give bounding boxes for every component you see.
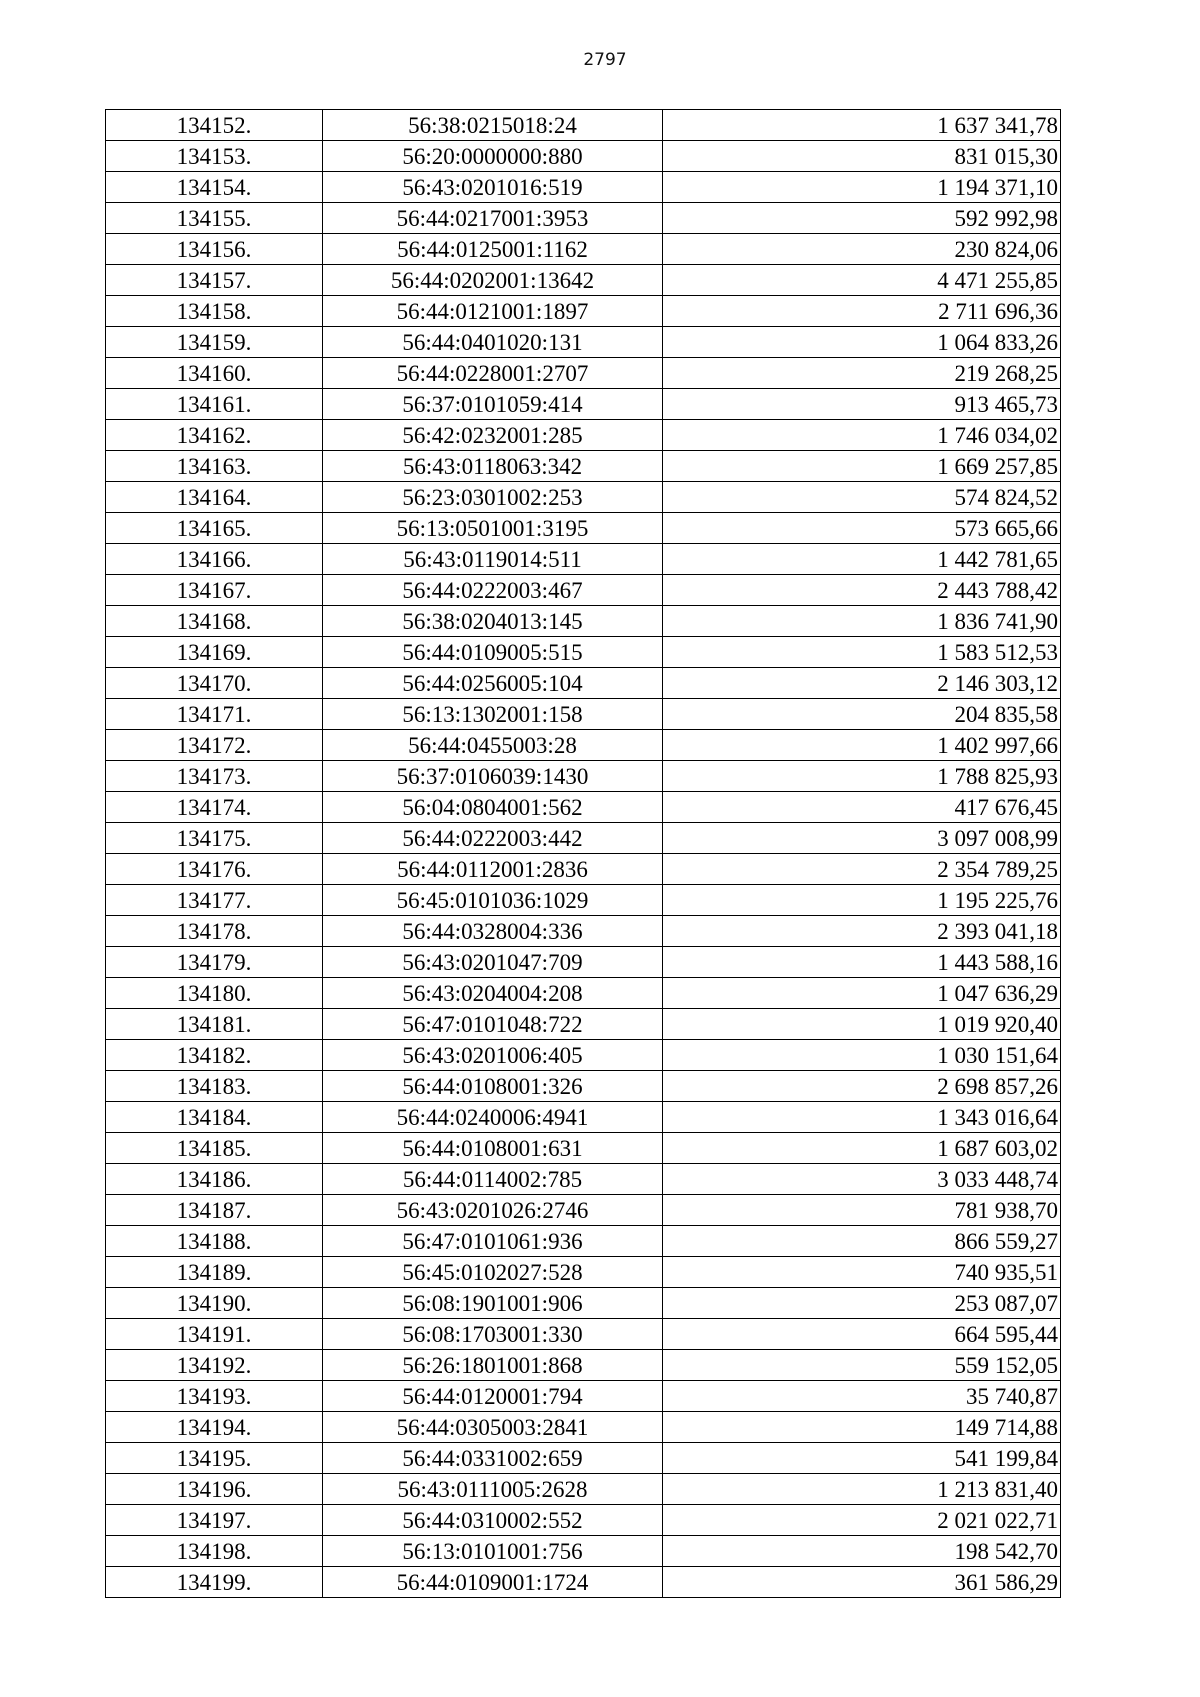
cadastral-value-cell: 592 992,98 [663, 203, 1061, 234]
table-row [106, 1164, 1061, 1195]
cadastral-number-cell: 56:47:0101061:936 [323, 1226, 663, 1257]
row-number-cell: 134164. [106, 482, 323, 513]
cadastral-number-cell: 56:44:0305003:2841 [323, 1412, 663, 1443]
row-number-cell: 134171. [106, 699, 323, 730]
table-row [106, 916, 1061, 947]
cadastral-value-cell: 361 586,29 [663, 1567, 1061, 1598]
table-row [106, 110, 1061, 141]
row-number-cell: 134165. [106, 513, 323, 544]
cadastral-number-cell: 56:20:0000000:880 [323, 141, 663, 172]
table-row [106, 1071, 1061, 1102]
row-number-cell: 134198. [106, 1536, 323, 1567]
row-number-cell: 134182. [106, 1040, 323, 1071]
row-number-cell: 134174. [106, 792, 323, 823]
cadastral-number-cell: 56:44:0401020:131 [323, 327, 663, 358]
row-number-cell: 134160. [106, 358, 323, 389]
cadastral-number-cell: 56:44:0240006:4941 [323, 1102, 663, 1133]
table-row [106, 730, 1061, 761]
table-row [106, 544, 1061, 575]
cadastral-value-cell: 253 087,07 [663, 1288, 1061, 1319]
cadastral-value-cell: 35 740,87 [663, 1381, 1061, 1412]
table-row [106, 1102, 1061, 1133]
cadastral-number-cell: 56:44:0109005:515 [323, 637, 663, 668]
row-number-cell: 134168. [106, 606, 323, 637]
cadastral-number-cell: 56:44:0328004:336 [323, 916, 663, 947]
cadastral-number-cell: 56:44:0222003:442 [323, 823, 663, 854]
cadastral-value-cell: 230 824,06 [663, 234, 1061, 265]
cadastral-value-cell: 1 047 636,29 [663, 978, 1061, 1009]
cadastral-number-cell: 56:44:0228001:2707 [323, 358, 663, 389]
row-number-cell: 134184. [106, 1102, 323, 1133]
cadastral-value-cell: 1 195 225,76 [663, 885, 1061, 916]
row-number-cell: 134192. [106, 1350, 323, 1381]
cadastral-value-cell: 664 595,44 [663, 1319, 1061, 1350]
row-number-cell: 134189. [106, 1257, 323, 1288]
row-number-cell: 134153. [106, 141, 323, 172]
table-row [106, 1009, 1061, 1040]
table-row [106, 575, 1061, 606]
table-row [106, 1505, 1061, 1536]
row-number-cell: 134166. [106, 544, 323, 575]
table-row [106, 1195, 1061, 1226]
cadastral-value-cell: 3 033 448,74 [663, 1164, 1061, 1195]
table-row [106, 296, 1061, 327]
row-number-cell: 134155. [106, 203, 323, 234]
cadastral-value-cell: 1 213 831,40 [663, 1474, 1061, 1505]
cadastral-number-cell: 56:44:0112001:2836 [323, 854, 663, 885]
table-row [106, 823, 1061, 854]
table-row [106, 1474, 1061, 1505]
cadastral-number-cell: 56:23:0301002:253 [323, 482, 663, 513]
row-number-cell: 134154. [106, 172, 323, 203]
cadastral-value-cell: 1 637 341,78 [663, 110, 1061, 141]
cadastral-number-cell: 56:43:0201026:2746 [323, 1195, 663, 1226]
table-row [106, 668, 1061, 699]
table-row [106, 234, 1061, 265]
cadastral-value-cell: 1 194 371,10 [663, 172, 1061, 203]
cadastral-value-cell: 1 669 257,85 [663, 451, 1061, 482]
cadastral-number-cell: 56:37:0101059:414 [323, 389, 663, 420]
cadastral-number-cell: 56:44:0331002:659 [323, 1443, 663, 1474]
table-row [106, 513, 1061, 544]
cadastral-number-cell: 56:44:0310002:552 [323, 1505, 663, 1536]
cadastral-value-cell: 2 711 696,36 [663, 296, 1061, 327]
row-number-cell: 134185. [106, 1133, 323, 1164]
cadastral-number-cell: 56:43:0111005:2628 [323, 1474, 663, 1505]
row-number-cell: 134173. [106, 761, 323, 792]
table-row [106, 1226, 1061, 1257]
cadastral-number-cell: 56:37:0106039:1430 [323, 761, 663, 792]
cadastral-value-cell: 1 788 825,93 [663, 761, 1061, 792]
table-row [106, 699, 1061, 730]
table-row [106, 172, 1061, 203]
cadastral-number-cell: 56:38:0204013:145 [323, 606, 663, 637]
row-number-cell: 134190. [106, 1288, 323, 1319]
row-number-cell: 134156. [106, 234, 323, 265]
row-number-cell: 134167. [106, 575, 323, 606]
row-number-cell: 134197. [106, 1505, 323, 1536]
row-number-cell: 134186. [106, 1164, 323, 1195]
row-number-cell: 134176. [106, 854, 323, 885]
cadastral-number-cell: 56:13:1302001:158 [323, 699, 663, 730]
table-row [106, 978, 1061, 1009]
cadastral-value-cell: 2 443 788,42 [663, 575, 1061, 606]
table-row [106, 1319, 1061, 1350]
row-number-cell: 134177. [106, 885, 323, 916]
cadastral-value-cell: 3 097 008,99 [663, 823, 1061, 854]
table-row [106, 1257, 1061, 1288]
cadastral-value-cell: 1 019 920,40 [663, 1009, 1061, 1040]
cadastral-number-cell: 56:26:1801001:868 [323, 1350, 663, 1381]
cadastral-number-cell: 56:44:0114002:785 [323, 1164, 663, 1195]
table-row [106, 482, 1061, 513]
cadastral-number-cell: 56:43:0201006:405 [323, 1040, 663, 1071]
table-row [106, 854, 1061, 885]
cadastral-number-cell: 56:38:0215018:24 [323, 110, 663, 141]
table-row [106, 203, 1061, 234]
cadastral-value-cell: 541 199,84 [663, 1443, 1061, 1474]
row-number-cell: 134195. [106, 1443, 323, 1474]
cadastral-number-cell: 56:44:0222003:467 [323, 575, 663, 606]
row-number-cell: 134158. [106, 296, 323, 327]
cadastral-value-cell: 1 746 034,02 [663, 420, 1061, 451]
cadastral-value-cell: 573 665,66 [663, 513, 1061, 544]
cadastral-value-cell: 913 465,73 [663, 389, 1061, 420]
table-row [106, 1288, 1061, 1319]
cadastral-number-cell: 56:42:0232001:285 [323, 420, 663, 451]
table-row [106, 420, 1061, 451]
cadastral-number-cell: 56:47:0101048:722 [323, 1009, 663, 1040]
cadastral-value-cell: 559 152,05 [663, 1350, 1061, 1381]
table-row [106, 947, 1061, 978]
row-number-cell: 134170. [106, 668, 323, 699]
row-number-cell: 134180. [106, 978, 323, 1009]
cadastral-value-cell: 1 064 833,26 [663, 327, 1061, 358]
table-row [106, 358, 1061, 389]
cadastral-number-cell: 56:43:0204004:208 [323, 978, 663, 1009]
cadastral-number-cell: 56:13:0501001:3195 [323, 513, 663, 544]
cadastral-number-cell: 56:08:1703001:330 [323, 1319, 663, 1350]
table-row [106, 885, 1061, 916]
cadastral-number-cell: 56:43:0201016:519 [323, 172, 663, 203]
page-number: 2797 [583, 50, 627, 70]
row-number-cell: 134175. [106, 823, 323, 854]
cadastral-value-cell: 574 824,52 [663, 482, 1061, 513]
row-number-cell: 134157. [106, 265, 323, 296]
cadastral-value-cell: 204 835,58 [663, 699, 1061, 730]
cadastral-number-cell: 56:43:0201047:709 [323, 947, 663, 978]
row-number-cell: 134194. [106, 1412, 323, 1443]
cadastral-value-cell: 2 393 041,18 [663, 916, 1061, 947]
table-row [106, 1443, 1061, 1474]
table-row [106, 389, 1061, 420]
table-row [106, 761, 1061, 792]
cadastral-value-cell: 1 687 603,02 [663, 1133, 1061, 1164]
row-number-cell: 134178. [106, 916, 323, 947]
cadastral-number-cell: 56:44:0109001:1724 [323, 1567, 663, 1598]
cadastral-value-cell: 1 836 741,90 [663, 606, 1061, 637]
row-number-cell: 134159. [106, 327, 323, 358]
row-number-cell: 134172. [106, 730, 323, 761]
table-row [106, 141, 1061, 172]
table-row [106, 1412, 1061, 1443]
cadastral-number-cell: 56:43:0119014:511 [323, 544, 663, 575]
cadastral-value-cell: 2 146 303,12 [663, 668, 1061, 699]
row-number-cell: 134181. [106, 1009, 323, 1040]
cadastral-value-cell: 219 268,25 [663, 358, 1061, 389]
table-row [106, 1133, 1061, 1164]
table-row [106, 606, 1061, 637]
cadastral-number-cell: 56:44:0217001:3953 [323, 203, 663, 234]
row-number-cell: 134187. [106, 1195, 323, 1226]
cadastral-value-cell: 2 021 022,71 [663, 1505, 1061, 1536]
row-number-cell: 134152. [106, 110, 323, 141]
cadastral-number-cell: 56:44:0256005:104 [323, 668, 663, 699]
cadastral-number-cell: 56:44:0120001:794 [323, 1381, 663, 1412]
row-number-cell: 134191. [106, 1319, 323, 1350]
cadastral-value-cell: 740 935,51 [663, 1257, 1061, 1288]
table-row [106, 327, 1061, 358]
cadastral-value-cell: 1 583 512,53 [663, 637, 1061, 668]
row-number-cell: 134196. [106, 1474, 323, 1505]
row-number-cell: 134193. [106, 1381, 323, 1412]
cadastral-value-cell: 1 442 781,65 [663, 544, 1061, 575]
cadastral-value-cell: 4 471 255,85 [663, 265, 1061, 296]
cadastral-number-cell: 56:08:1901001:906 [323, 1288, 663, 1319]
cadastral-value-cell: 198 542,70 [663, 1536, 1061, 1567]
table-row [106, 637, 1061, 668]
cadastral-number-cell: 56:43:0118063:342 [323, 451, 663, 482]
cadastral-number-cell: 56:44:0108001:631 [323, 1133, 663, 1164]
table-body [106, 110, 1061, 1598]
table-row [106, 451, 1061, 482]
row-number-cell: 134183. [106, 1071, 323, 1102]
cadastral-number-cell: 56:45:0102027:528 [323, 1257, 663, 1288]
cadastral-value-cell: 1 443 588,16 [663, 947, 1061, 978]
cadastral-value-cell: 781 938,70 [663, 1195, 1061, 1226]
cadastral-value-cell: 831 015,30 [663, 141, 1061, 172]
cadastral-number-cell: 56:44:0121001:1897 [323, 296, 663, 327]
row-number-cell: 134188. [106, 1226, 323, 1257]
table-row [106, 1567, 1061, 1598]
cadastral-value-table [105, 109, 1061, 1598]
row-number-cell: 134179. [106, 947, 323, 978]
cadastral-value-cell: 1 343 016,64 [663, 1102, 1061, 1133]
table-row [106, 1536, 1061, 1567]
table-row [106, 1350, 1061, 1381]
table-row [106, 792, 1061, 823]
cadastral-number-cell: 56:44:0108001:326 [323, 1071, 663, 1102]
cadastral-number-cell: 56:45:0101036:1029 [323, 885, 663, 916]
row-number-cell: 134161. [106, 389, 323, 420]
cadastral-number-cell: 56:44:0202001:13642 [323, 265, 663, 296]
table-row [106, 1040, 1061, 1071]
cadastral-number-cell: 56:04:0804001:562 [323, 792, 663, 823]
row-number-cell: 134162. [106, 420, 323, 451]
cadastral-value-cell: 2 354 789,25 [663, 854, 1061, 885]
row-number-cell: 134163. [106, 451, 323, 482]
cadastral-value-cell: 1 402 997,66 [663, 730, 1061, 761]
cadastral-value-cell: 1 030 151,64 [663, 1040, 1061, 1071]
row-number-cell: 134199. [106, 1567, 323, 1598]
cadastral-value-cell: 417 676,45 [663, 792, 1061, 823]
cadastral-value-cell: 149 714,88 [663, 1412, 1061, 1443]
cadastral-number-cell: 56:13:0101001:756 [323, 1536, 663, 1567]
cadastral-value-cell: 866 559,27 [663, 1226, 1061, 1257]
cadastral-number-cell: 56:44:0125001:1162 [323, 234, 663, 265]
table-row [106, 265, 1061, 296]
cadastral-value-cell: 2 698 857,26 [663, 1071, 1061, 1102]
row-number-cell: 134169. [106, 637, 323, 668]
cadastral-number-cell: 56:44:0455003:28 [323, 730, 663, 761]
table-row [106, 1381, 1061, 1412]
